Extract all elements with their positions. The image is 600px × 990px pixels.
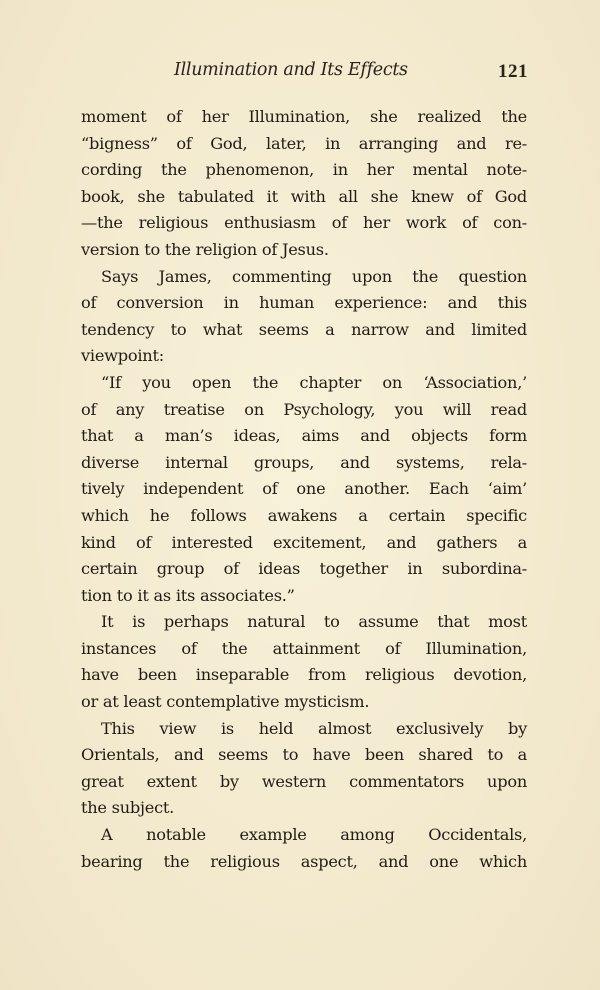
text-line: version to the religion of Jesus. xyxy=(81,239,329,259)
text-line: It is perhaps natural to assume that most xyxy=(101,612,527,632)
text-line: A notable example among Occidentals, xyxy=(101,825,527,845)
text-line: which he follows awakens a certain specific xyxy=(81,505,527,525)
text-line: moment of her Illumination, she realized the xyxy=(81,107,527,126)
paragraph xyxy=(81,822,527,875)
text-line: diverse internal groups, and systems, rela- xyxy=(81,452,527,472)
body-text xyxy=(81,104,527,875)
text-line: great extent by western commentators upon xyxy=(81,771,527,791)
text-line: “bigness” of God, later, in arranging and re- xyxy=(81,133,527,153)
text-line: that a man’s ideas, aims and objects form xyxy=(81,426,527,446)
paragraph xyxy=(81,370,527,609)
text-line: tendency to what seems a narrow and limited xyxy=(81,319,527,339)
text-line: have been inseparable from religious devotion, xyxy=(81,665,527,685)
running-head xyxy=(80,60,528,90)
text-line: viewpoint: xyxy=(81,346,164,366)
paragraph xyxy=(81,716,527,822)
text-line: kind of interested excitement, and gathers a xyxy=(81,532,527,552)
text-line: the subject. xyxy=(81,798,175,818)
page-number: 121 xyxy=(498,61,528,82)
paragraph xyxy=(81,264,527,370)
text-line: certain group of ideas together in subordina- xyxy=(81,559,527,579)
text-line: instances of the attainment of Illumination, xyxy=(81,638,527,658)
text-line: “If you open the chapter on ‘Association,’ xyxy=(101,372,527,392)
text-line: Says James, commenting upon the question xyxy=(101,266,527,286)
running-title: Illumination and Its Effects xyxy=(174,60,408,80)
text-line: of conversion in human experience: and this xyxy=(81,293,527,313)
text-line: tion to it as its associates.” xyxy=(81,585,295,605)
text-line: of any treatise on Psychology, you will read xyxy=(81,399,527,419)
text-line: This view is held almost exclusively by xyxy=(101,718,527,738)
text-line: or at least contemplative mysticism. xyxy=(81,692,370,712)
text-line: tively independent of one another. Each ‘aim’ xyxy=(81,479,527,499)
text-line: bearing the religious aspect, and one which xyxy=(81,851,527,871)
text-line: book, she tabulated it with all she knew of God xyxy=(81,186,527,206)
paragraph xyxy=(81,609,527,715)
text-line: cording the phenomenon, in her mental note- xyxy=(81,160,527,180)
text-line: —the religious enthusiasm of her work of con- xyxy=(81,213,527,233)
paragraph xyxy=(81,104,527,264)
text-line: Orientals, and seems to have been shared to a xyxy=(81,745,527,765)
